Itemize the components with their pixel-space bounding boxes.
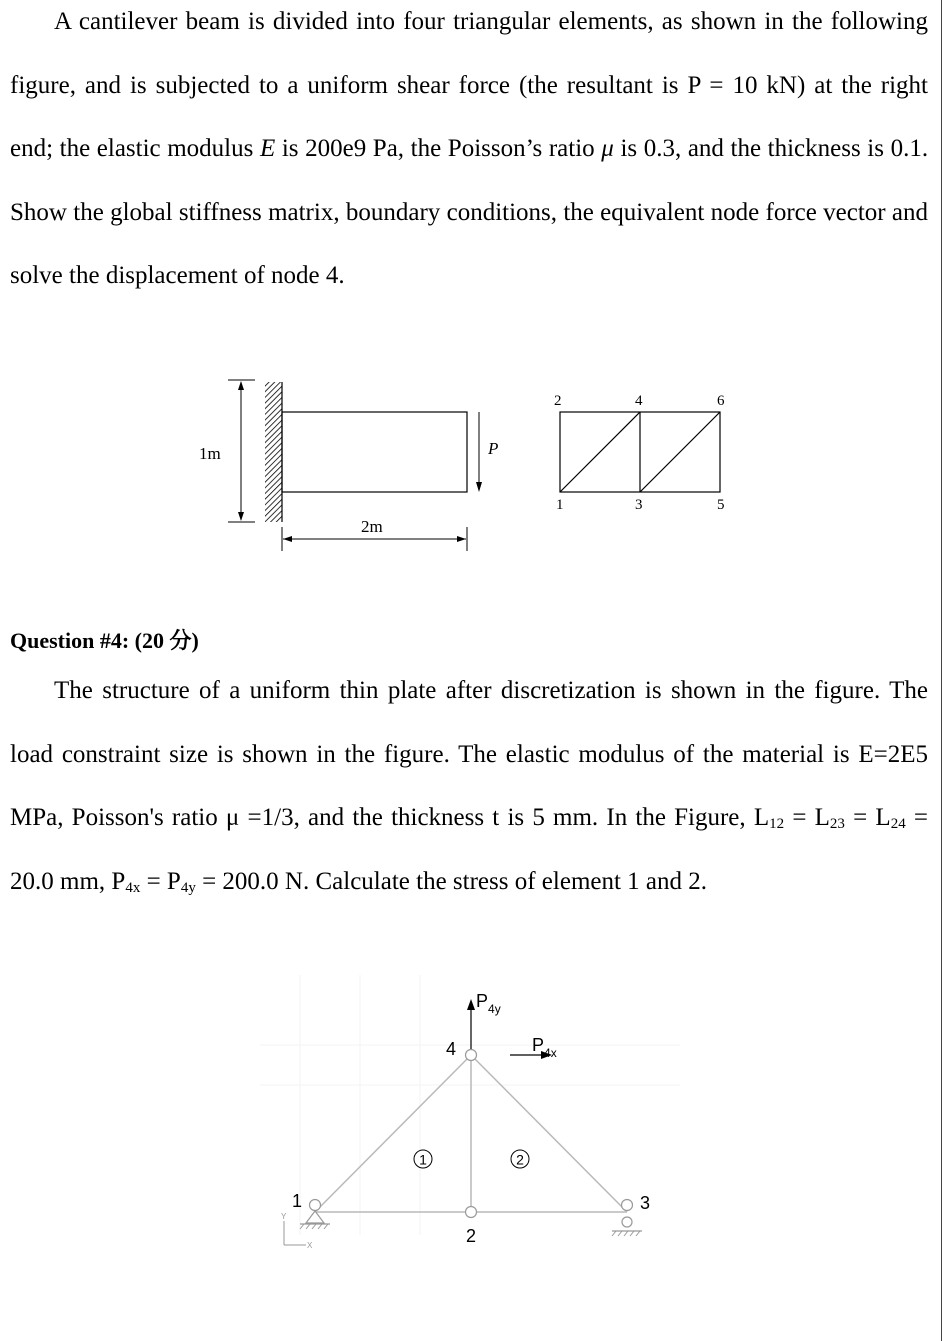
axis-y-label: Y bbox=[281, 1212, 287, 1221]
load-p4y-label bbox=[476, 991, 501, 1016]
element-2-label: 2 bbox=[516, 1151, 524, 1168]
fig2-node-3-label: 3 bbox=[640, 1193, 651, 1213]
node-1-marker bbox=[310, 1200, 321, 1211]
support-node-1 bbox=[306, 1211, 324, 1223]
node-6-label: 6 bbox=[717, 393, 725, 409]
beam-body bbox=[282, 412, 467, 492]
page-edge-line bbox=[941, 0, 942, 1341]
problem-3-text bbox=[10, 0, 928, 308]
q4-sub-12: 12 bbox=[769, 816, 785, 833]
load-p-label: P bbox=[488, 439, 499, 458]
load-p4y-main: P bbox=[476, 991, 489, 1011]
q4-sub-24: 24 bbox=[890, 816, 906, 833]
p1-text-c: is 0.3, and the thickness is 0.1. Show the global stiffness matrix, boundary conditions, the equivalent node force vector and solve the displacement of node 4. bbox=[10, 135, 929, 290]
dim-1m-arrow-down bbox=[238, 512, 244, 521]
q4-sub-4x: 4x bbox=[125, 879, 141, 896]
fig2-node-1-label: 1 bbox=[292, 1191, 303, 1211]
mesh-diagonal-1 bbox=[560, 412, 640, 492]
dim-2m-label: 2m bbox=[361, 517, 383, 536]
q4-text-b: = 20.0 mm, bbox=[10, 804, 929, 895]
element-1-label: 1 bbox=[419, 1151, 427, 1168]
node-2-label: 2 bbox=[554, 393, 562, 409]
node-4-label: 4 bbox=[635, 393, 643, 409]
load-p-arrowhead bbox=[476, 482, 482, 492]
node-2-marker bbox=[466, 1207, 477, 1218]
node-4-marker bbox=[466, 1050, 477, 1061]
dim-1m-arrow-up bbox=[238, 381, 244, 390]
cantilever-diagram bbox=[190, 370, 750, 570]
q4-sub-4y: 4y bbox=[180, 879, 196, 896]
edge-1-4 bbox=[315, 1055, 471, 1212]
mesh-diagonal-2 bbox=[640, 412, 720, 492]
dim-2m-arrow-right bbox=[457, 536, 466, 542]
q4-text-a: The structure of a uniform thin plate after discretization is shown in the figure. The load constraint size is shown in the figure. The elastic modulus of the material is E=2E5 MPa, Poisson's ratio μ =1/3, and the thickness t is 5 mm. In the Figure, bbox=[10, 677, 928, 832]
node-3-label: 3 bbox=[635, 497, 643, 513]
fig2-node-2-label: 2 bbox=[466, 1226, 477, 1246]
p1-symbol-mu: μ bbox=[601, 135, 614, 163]
background-grid bbox=[260, 975, 680, 1235]
support-node-3-hatch bbox=[612, 1231, 640, 1236]
node-3-marker bbox=[622, 1200, 633, 1211]
plate-diagram bbox=[260, 975, 680, 1265]
fig2-node-4-label: 4 bbox=[446, 1039, 457, 1059]
support-node-1-hatch bbox=[300, 1224, 328, 1229]
q4-text-c: = 200.0 N. Calculate the stress of element 1 and 2. bbox=[202, 867, 708, 895]
cantilever-figure bbox=[190, 370, 750, 570]
p1-text-a: A cantilever beam is divided into four triangular elements, as shown in the following figure, and is subjected to a uniform shear force (the resultant is P = 10 kN) at the right end; the elastic modulus bbox=[10, 8, 928, 163]
node-5-label: 5 bbox=[717, 497, 725, 513]
p1-symbol-E: E bbox=[259, 135, 276, 163]
q4-sub-23: 23 bbox=[829, 816, 845, 833]
fixed-wall-hatch bbox=[265, 382, 282, 522]
p1-text-b: is 200e9 Pa, the Poisson’s ratio bbox=[281, 135, 595, 163]
edge-3-4 bbox=[471, 1055, 627, 1212]
load-p4y-arrowhead bbox=[467, 999, 475, 1010]
question-4-heading: Question #4: (20 分) bbox=[10, 628, 199, 653]
load-p4x-main: P bbox=[532, 1035, 545, 1055]
dim-2m-arrow-left bbox=[283, 536, 292, 542]
load-p4x-label bbox=[532, 1035, 557, 1060]
node-1-label: 1 bbox=[556, 497, 564, 513]
support-node-3-roller bbox=[622, 1217, 632, 1227]
load-p4y-sub: 4y bbox=[488, 1002, 501, 1016]
axis-x-label: X bbox=[307, 1241, 313, 1250]
dim-1m-label: 1m bbox=[199, 444, 221, 463]
question-4-text: The structure of a uniform thin plate after discretization is shown in the figure. The load constraint size is shown in the figure. The elastic modulus of the material is E=2E5 MPa, Poisson's ratio μ =1/3, and the thickness t is 5 mm. In the Figure, $L_{12} = L_{23} = L_{24} = 20.0$ mm, $P_{4x} = P_{4y} = 200.0$ N. Calculate the stress of element 1 and 2. bbox=[10, 677, 929, 896]
plate-figure bbox=[260, 975, 680, 1265]
load-p4x-sub: 4x bbox=[544, 1046, 557, 1060]
